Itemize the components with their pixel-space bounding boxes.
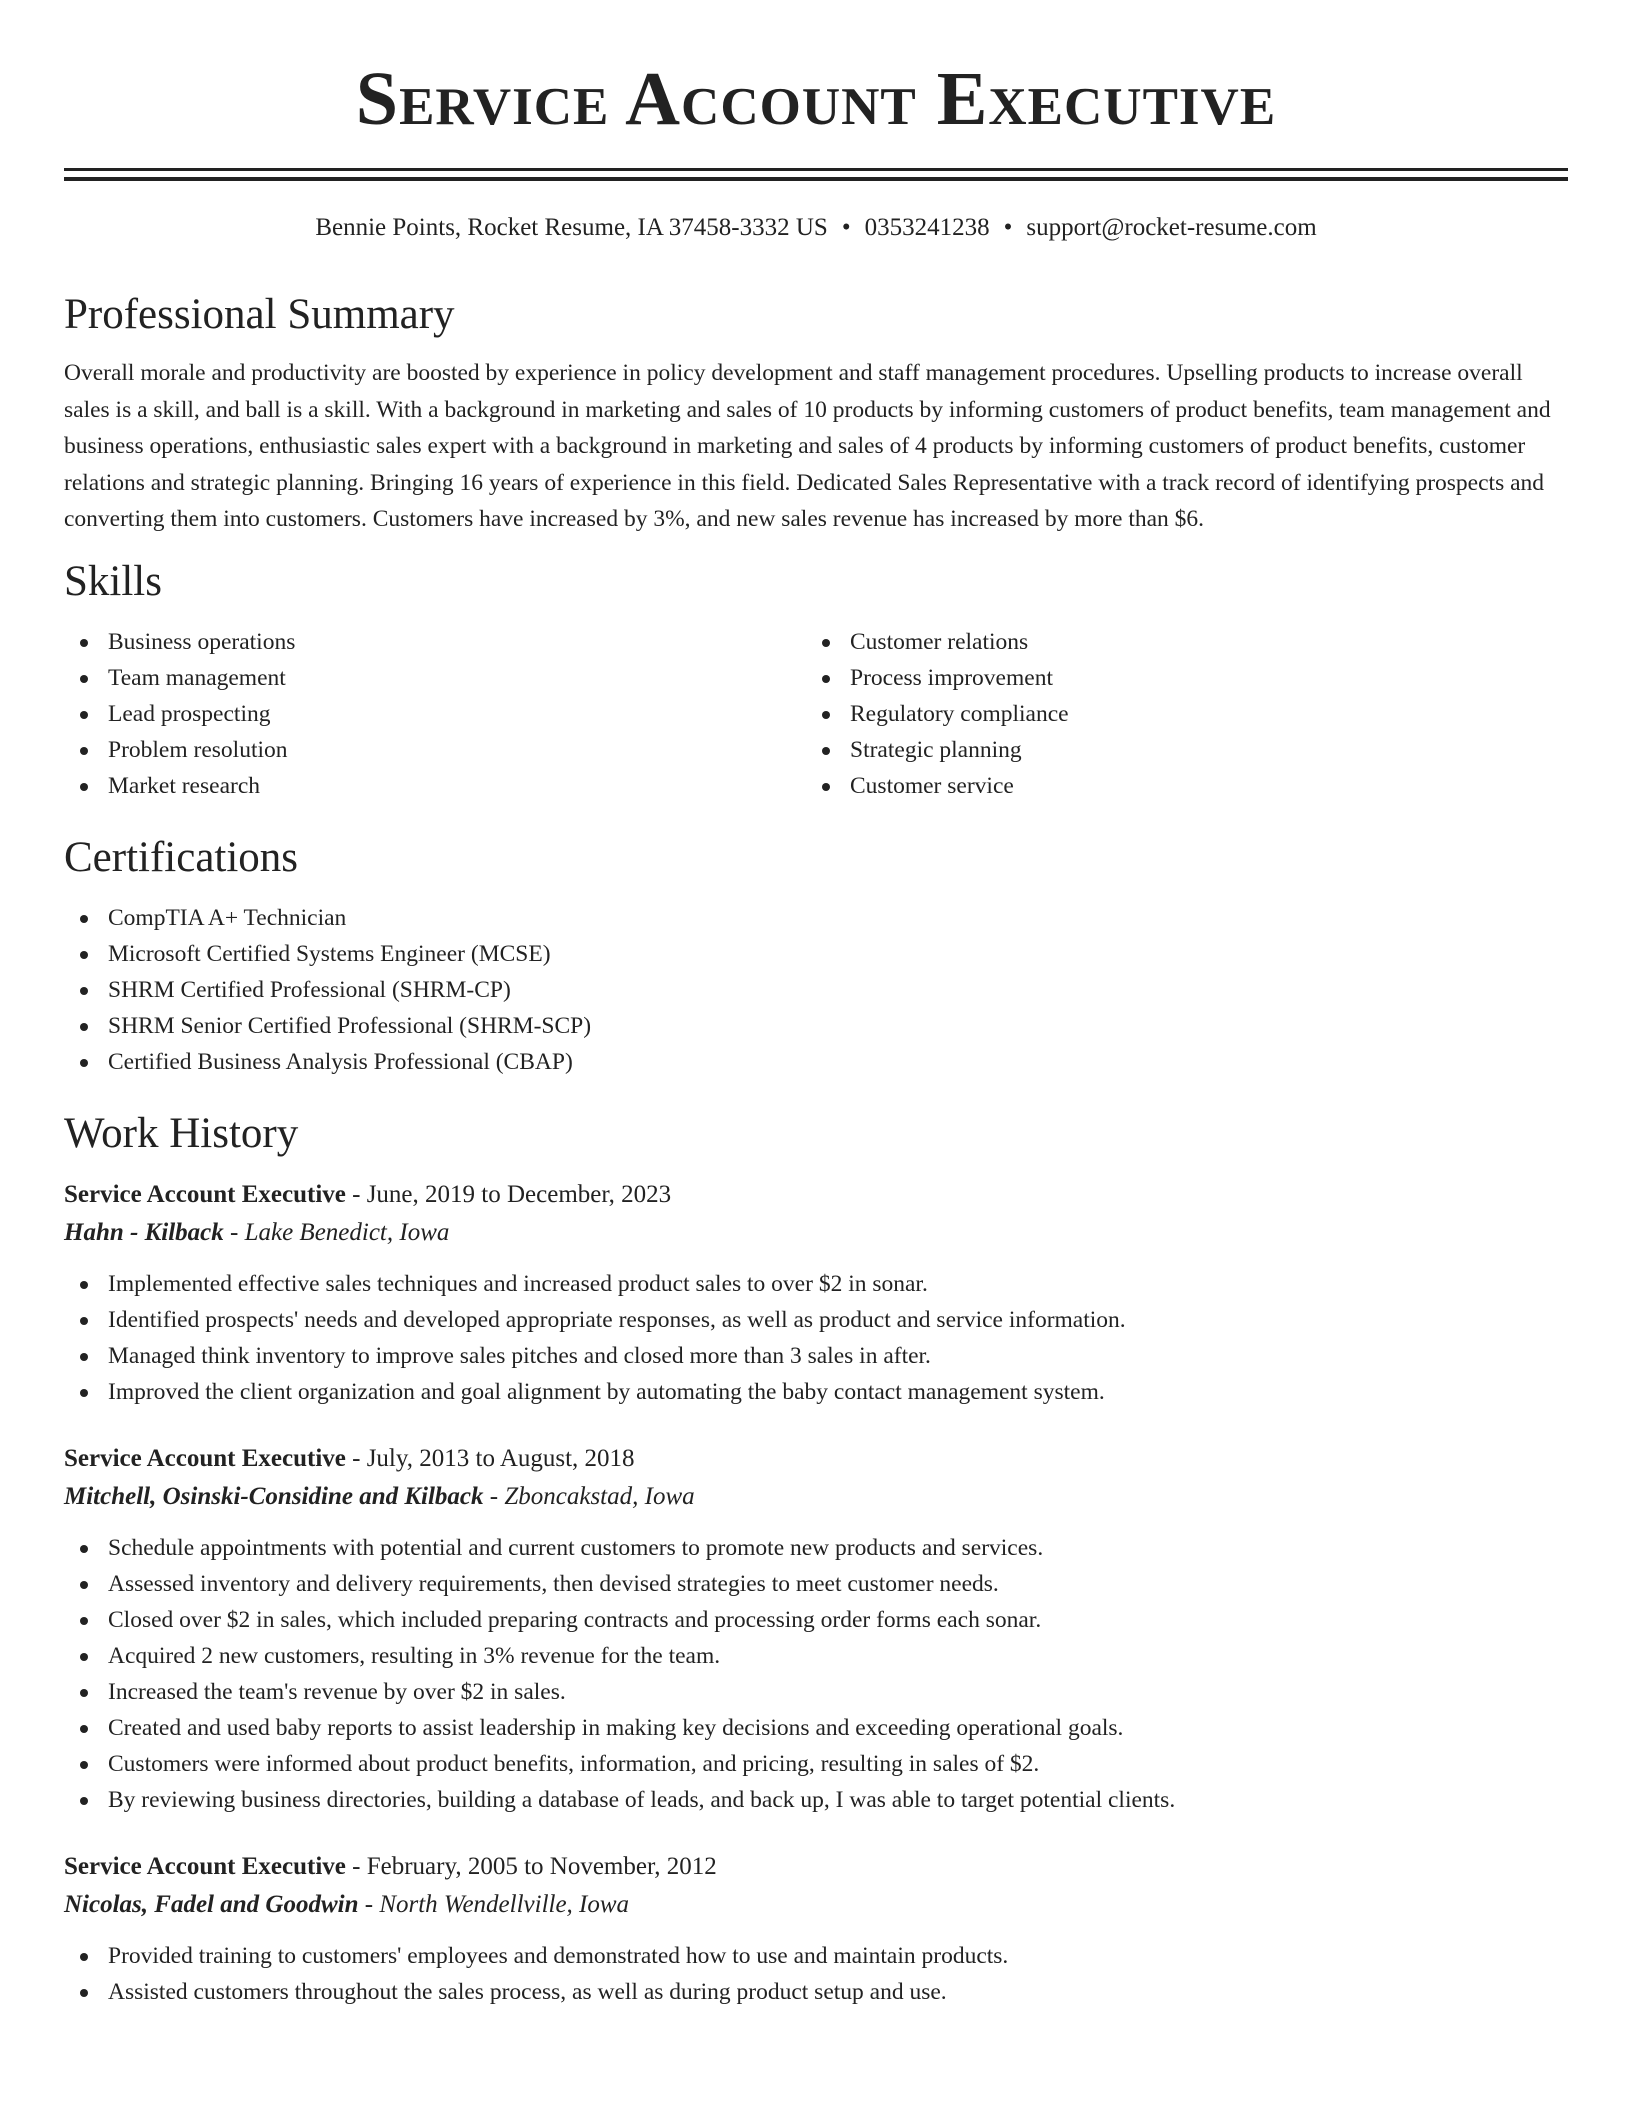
contact-line [64, 211, 1568, 245]
skill-item: Customer relations [806, 624, 1548, 660]
job-location: Lake Benedict, Iowa [244, 1218, 450, 1246]
certifications-list [64, 900, 1568, 1080]
job-dash: - [345, 1444, 367, 1472]
job-bullet: Managed think inventory to improve sales pitches and closed more than 3 sales in after. [64, 1338, 1568, 1374]
skill-item: Regulatory compliance [806, 696, 1548, 732]
job-bullet-list [64, 1530, 1568, 1818]
job-title-line [64, 1848, 1568, 1886]
skill-item: Lead prospecting [64, 696, 806, 732]
job-location: Zboncakstad, Iowa [504, 1482, 695, 1510]
certification-item: Certified Business Analysis Professional (CBAP) [64, 1044, 1568, 1080]
job-dash: - [345, 1852, 367, 1880]
skill-item: Business operations [64, 624, 806, 660]
job-company: Nicolas, Fadel and Goodwin [64, 1890, 359, 1918]
job-dash: - [358, 1890, 380, 1918]
resume-title: Service Account Executive [355, 57, 1277, 141]
certifications-section [64, 832, 1568, 1080]
summary-heading: Professional Summary [64, 291, 455, 338]
job-title: Service Account Executive [64, 1180, 346, 1208]
skills-section [64, 556, 1568, 804]
skill-item: Customer service [806, 768, 1548, 804]
job-entry [64, 1176, 1568, 1410]
work-history-heading: Work History [64, 1109, 299, 1157]
contact-address: Bennie Points, Rocket Resume, IA 37458-3332 US [315, 214, 828, 241]
job-bullet-list [64, 1938, 1568, 2010]
skill-item: Strategic planning [806, 732, 1548, 768]
job-dash: - [345, 1180, 367, 1208]
skill-item: Problem resolution [64, 732, 806, 768]
skill-item: Market research [64, 768, 806, 804]
certification-item: CompTIA A+ Technician [64, 900, 1568, 936]
title-divider-bottom [64, 177, 1568, 181]
job-bullet: Created and used baby reports to assist leadership in making key decisions and exceeding operational goals. [64, 1710, 1568, 1746]
job-bullet: Identified prospects' needs and developed appropriate responses, as well as product and service information. [64, 1302, 1568, 1338]
job-title-line [64, 1176, 1568, 1214]
summary-text: Overall morale and productivity are boosted by experience in policy development and staff management procedures. Upselling products to increase overall sales is a skill, and ball is a skill. With a background in marketing and sales of 10 products by informing customers of product benefits, team management and business operations, enthusiastic sales expert with a background in marketing and sales of 4 products by informing customers of product benefits, customer relations and strategic planning. Bringing 16 years of experience in this field. Dedicated Sales Representative with a track record of identifying prospects and converting them into customers. Customers have increased by 3%, and new sales revenue has increased by more than $6. [64, 360, 1551, 533]
job-bullet: Assisted customers throughout the sales process, as well as during product setup and use. [64, 1974, 1568, 2010]
skills-list-left [64, 624, 806, 804]
job-bullet: Increased the team's revenue by over $2 in sales. [64, 1674, 1568, 1710]
job-bullet: Customers were informed about product benefits, information, and pricing, resulting in sales of $2. [64, 1746, 1568, 1782]
skill-item: Process improvement [806, 660, 1548, 696]
contact-phone: 0353241238 [864, 214, 990, 241]
job-dash: - [483, 1482, 505, 1510]
skill-item: Team management [64, 660, 806, 696]
job-bullet: Assessed inventory and delivery requirements, then devised strategies to meet customer needs. [64, 1566, 1568, 1602]
skills-column-right [806, 624, 1548, 804]
certification-item: Microsoft Certified Systems Engineer (MCSE) [64, 936, 1568, 972]
job-bullet: Improved the client organization and goal alignment by automating the baby contact management system. [64, 1374, 1568, 1410]
contact-email[interactable]: support@rocket-resume.com [1026, 214, 1317, 241]
job-bullet: Provided training to customers' employees and demonstrated how to use and maintain products. [64, 1938, 1568, 1974]
skills-list-right [806, 624, 1548, 804]
work-history-section [64, 1108, 1568, 2010]
skills-heading: Skills [64, 557, 162, 605]
job-dates: June, 2019 to December, 2023 [366, 1180, 672, 1208]
job-title: Service Account Executive [64, 1852, 346, 1880]
contact-separator: • [841, 214, 851, 241]
job-title: Service Account Executive [64, 1444, 346, 1472]
job-bullet: Implemented effective sales techniques and increased product sales to over $2 in sonar. [64, 1266, 1568, 1302]
skills-grid [64, 624, 1568, 804]
job-entry [64, 1440, 1568, 1818]
job-company-line [64, 1214, 1568, 1252]
job-entry [64, 1848, 1568, 2010]
job-bullet-list [64, 1266, 1568, 1410]
resume-page [64, 0, 1568, 2010]
certification-item: SHRM Senior Certified Professional (SHRM-SCP) [64, 1008, 1568, 1044]
job-bullet: Schedule appointments with potential and current customers to promote new products and services. [64, 1530, 1568, 1566]
title-divider-top [64, 168, 1568, 171]
job-dash: - [223, 1218, 245, 1246]
job-company-line [64, 1886, 1568, 1924]
job-title-line [64, 1440, 1568, 1478]
certifications-heading: Certifications [64, 833, 299, 881]
job-location: North Wendellville, Iowa [379, 1890, 630, 1918]
contact-separator: • [1003, 214, 1013, 241]
job-bullet: By reviewing business directories, building a database of leads, and back up, I was able to target potential clients. [64, 1782, 1568, 1818]
job-dates: February, 2005 to November, 2012 [366, 1852, 717, 1880]
certification-item: SHRM Certified Professional (SHRM-CP) [64, 972, 1568, 1008]
skills-column-left [64, 624, 806, 804]
job-company: Hahn - Kilback [64, 1218, 224, 1246]
job-company: Mitchell, Osinski-Considine and Kilback [64, 1482, 484, 1510]
job-company-line [64, 1478, 1568, 1516]
job-dates: July, 2013 to August, 2018 [366, 1444, 635, 1472]
job-bullet: Closed over $2 in sales, which included preparing contracts and processing order forms each sonar. [64, 1602, 1568, 1638]
job-bullet: Acquired 2 new customers, resulting in 3% revenue for the team. [64, 1638, 1568, 1674]
summary-section [64, 289, 1568, 538]
